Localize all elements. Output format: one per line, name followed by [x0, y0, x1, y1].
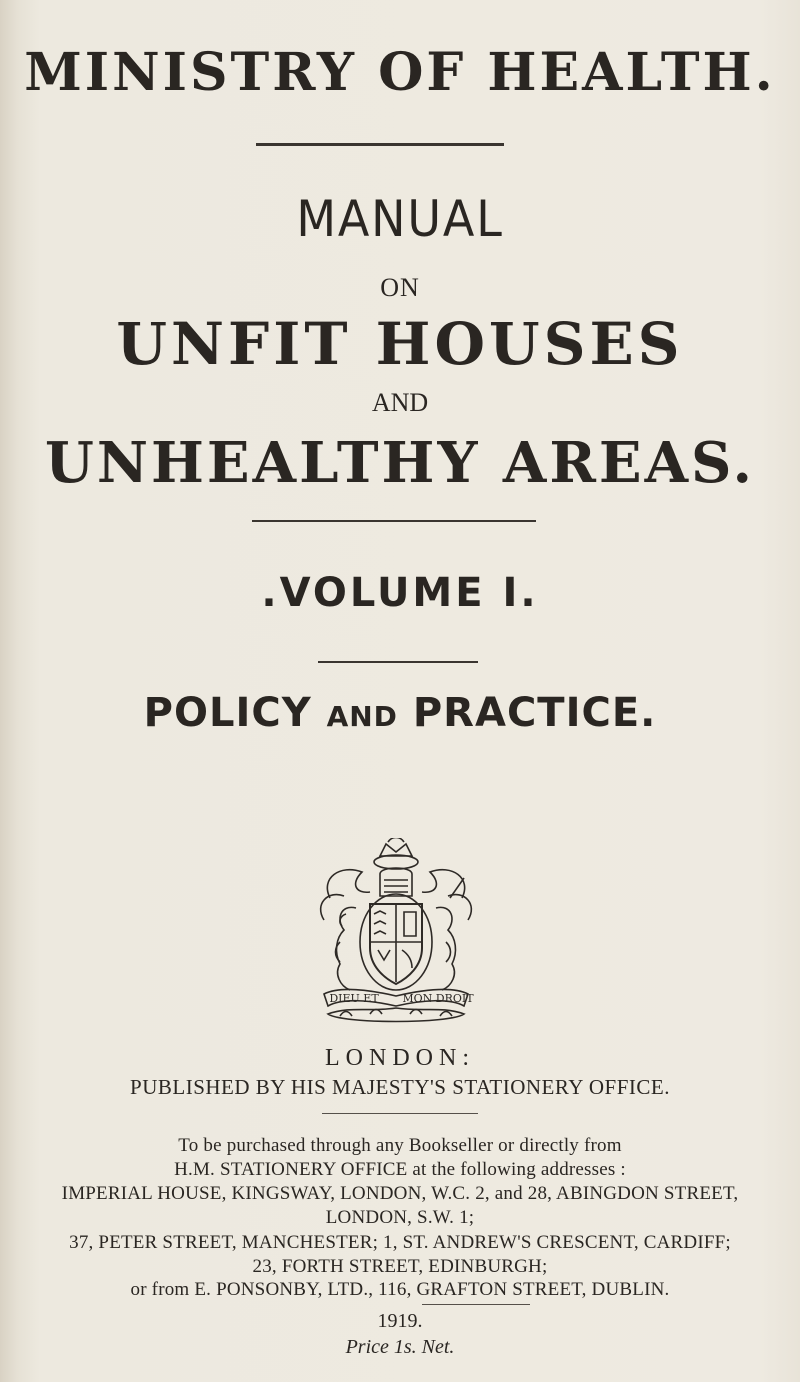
address-line-5: or from E. PONSONBY, LTD., 116, GRAFTON STREET, DUBLIN.	[130, 1279, 670, 1300]
title-connector-on: ON	[380, 273, 420, 302]
subtitle-part-2: AND	[326, 700, 398, 733]
subtitle-part-1: POLICY	[143, 690, 327, 736]
title-rule	[252, 520, 536, 522]
address-line-4: 23, FORTH STREET, EDINBURGH;	[252, 1256, 548, 1277]
year-rule	[422, 1304, 530, 1305]
motto-left: DIEU ET	[329, 992, 379, 1005]
publication-year: 1919.	[377, 1310, 423, 1332]
address-line-2: LONDON, S.W. 1;	[325, 1207, 475, 1228]
imprint-city: LONDON:	[325, 1045, 475, 1071]
volume-label: .VOLUME I.	[261, 570, 539, 616]
imprint-rule	[322, 1113, 478, 1114]
purchase-line-2: H.M. STATIONERY OFFICE at the following addresses :	[174, 1159, 626, 1180]
imprint-publisher: PUBLISHED BY HIS MAJESTY'S STATIONERY OFFICE.	[130, 1075, 670, 1099]
manual-title: MANUAL	[296, 190, 504, 248]
purchase-line-1: To be purchased through any Bookseller or directly from	[178, 1135, 622, 1156]
price: Price 1s. Net.	[345, 1336, 455, 1358]
title-unhealthy-areas: UNHEALTHY AREAS.	[45, 430, 755, 496]
address-line-3: 37, PETER STREET, MANCHESTER; 1, ST. ANDREW'S CRESCENT, CARDIFF;	[69, 1232, 731, 1253]
subtitle-part-3: PRACTICE.	[397, 690, 657, 736]
title-unfit-houses: UNFIT HOUSES	[116, 310, 684, 378]
royal-coat-of-arms-icon	[310, 838, 482, 1034]
ministry-heading: MINISTRY OF HEALTH.	[24, 42, 776, 103]
title-connector-and: AND	[371, 388, 429, 417]
volume-rule	[318, 661, 478, 663]
motto-right: MON DROIT	[402, 992, 474, 1005]
subtitle	[0, 690, 800, 736]
heading-rule	[256, 143, 504, 146]
address-line-1: IMPERIAL HOUSE, KINGSWAY, LONDON, W.C. 2, and 28, ABINGDON STREET,	[61, 1183, 739, 1204]
